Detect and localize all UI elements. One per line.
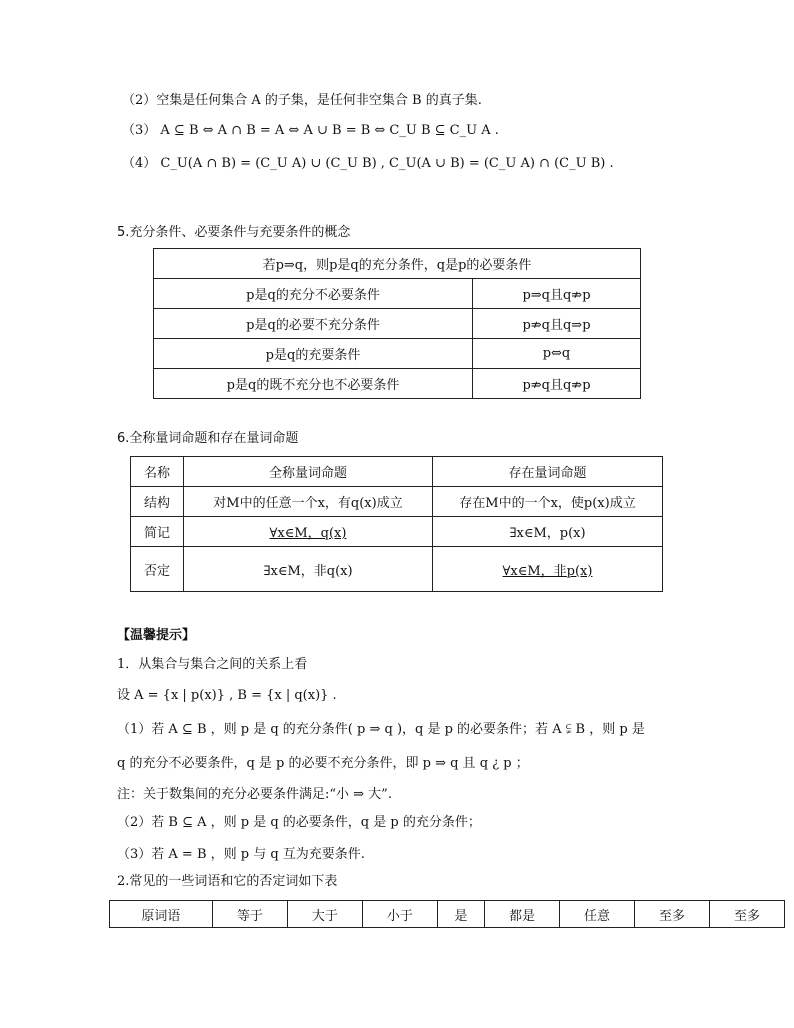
word-cell: 至多	[634, 901, 709, 928]
table-row	[154, 339, 641, 369]
word-cell: 原词语	[110, 901, 213, 928]
universal-cell: 对M中的任意一个x，有q(x)成立	[184, 487, 433, 517]
condition-name: p是q的充分不必要条件	[154, 279, 473, 309]
tips-paragraph-1: 1．从集合与集合之间的关系上看	[117, 657, 308, 672]
intro-line-4: （4） C_U(A ∩ B) = (C_U A) ∪ (C_U B) , C_U(A ∪ B) = (C_U A) ∩ (C_U B) .	[122, 156, 614, 171]
table-row	[154, 369, 641, 399]
conditions-header: 若p⇒q，则p是q的充分条件，q是p的必要条件	[154, 249, 641, 279]
table-row	[110, 901, 785, 928]
word-cell: 大于	[287, 901, 362, 928]
tips-paragraph-4: q 的充分不必要条件，q 是 p 的必要不充分条件，即 p ⇒ q 且 q ¿ p ；	[117, 756, 529, 771]
table-row	[131, 517, 663, 547]
row-label: 简记	[131, 517, 184, 547]
table-row	[154, 309, 641, 339]
universal-cell: ∃x∈M，非q(x)	[184, 547, 433, 592]
condition-name: p是q的充要条件	[154, 339, 473, 369]
condition-formula: p⇒q且q⇏p	[473, 279, 641, 309]
tips-paragraph-8: 2.常见的一些词语和它的否定词如下表	[117, 874, 338, 889]
table-row	[154, 279, 641, 309]
table-row	[131, 547, 663, 592]
tips-paragraph-3: （1）若 A ⊆ B ，则 p 是 q 的充分条件( p ⇒ q )，q 是 p 的必要条件；若 A ⫋ B ，则 p 是	[117, 722, 645, 737]
quantifier-table	[130, 456, 663, 592]
conditions-table	[153, 248, 641, 399]
tips-paragraph-6: （2）若 B ⊆ A ，则 p 是 q 的必要条件，q 是 p 的充分条件；	[117, 815, 481, 830]
word-cell: 至多	[709, 901, 784, 928]
column-header: 名称	[131, 457, 184, 487]
tips-paragraph-2: 设 A = {x | p(x)} , B = {x | q(x)} .	[117, 688, 337, 703]
existential-cell: ∀x∈M，非p(x)	[433, 547, 663, 592]
column-header: 存在量词命题	[433, 457, 663, 487]
condition-formula: p⇏q且q⇏p	[473, 369, 641, 399]
condition-formula: p⇏q且q⇒p	[473, 309, 641, 339]
tips-paragraph-7: （3）若 A = B ，则 p 与 q 互为充要条件.	[117, 847, 365, 862]
column-header: 全称量词命题	[184, 457, 433, 487]
condition-name: p是q的既不充分也不必要条件	[154, 369, 473, 399]
universal-cell: ∀x∈M，q(x)	[184, 517, 433, 547]
existential-cell: 存在M中的一个x，使p(x)成立	[433, 487, 663, 517]
word-cell: 小于	[362, 901, 437, 928]
table-header-row	[154, 249, 641, 279]
tips-title: 【温馨提示】	[117, 628, 196, 643]
word-cell: 是	[437, 901, 484, 928]
negation-words-table	[109, 900, 785, 928]
section-5-title: 5.充分条件、必要条件与充要条件的概念	[117, 225, 351, 240]
word-cell: 都是	[484, 901, 559, 928]
existential-cell: ∃x∈M，p(x)	[433, 517, 663, 547]
word-cell: 等于	[212, 901, 287, 928]
table-row	[131, 487, 663, 517]
word-cell: 任意	[559, 901, 634, 928]
row-label: 否定	[131, 547, 184, 592]
condition-name: p是q的必要不充分条件	[154, 309, 473, 339]
intro-line-3: （3） A ⊆ B ⇔ A ∩ B = A ⇔ A ∪ B = B ⇔ C_U B ⊆ C_U A .	[122, 123, 499, 138]
row-label: 结构	[131, 487, 184, 517]
table-header-row	[131, 457, 663, 487]
section-6-title: 6.全称量词命题和存在量词命题	[117, 431, 299, 446]
intro-line-2: （2）空集是任何集合 A 的子集，是任何非空集合 B 的真子集.	[122, 93, 482, 108]
condition-formula: p⇔q	[473, 339, 641, 369]
tips-note: 注：关于数集间的充分必要条件满足:“小 ⇒ 大”.	[117, 787, 392, 802]
